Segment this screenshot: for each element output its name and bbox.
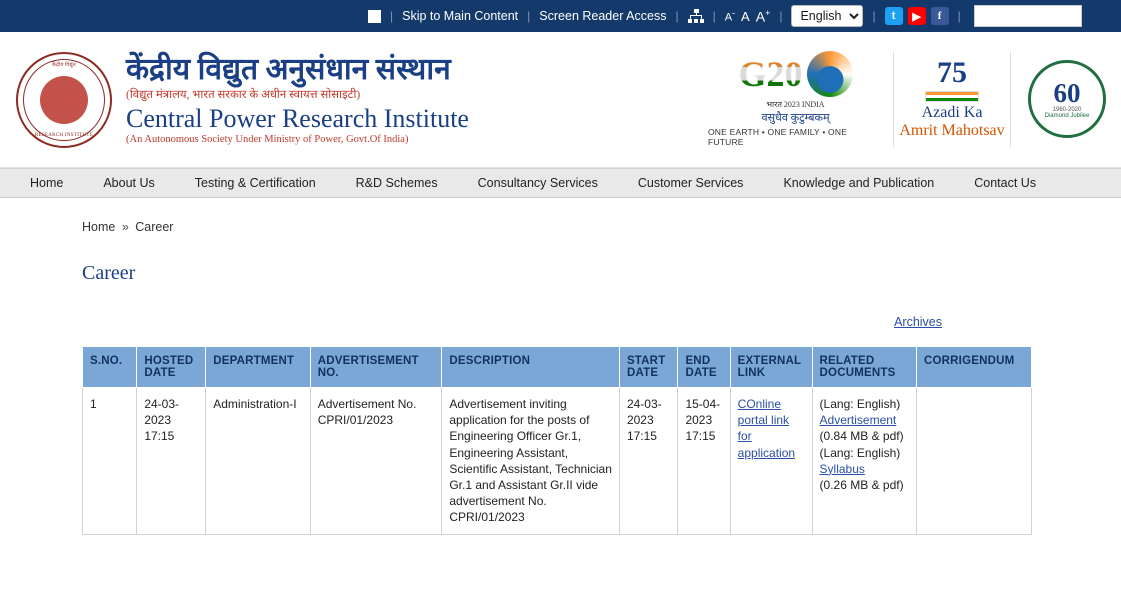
social-links (885, 7, 949, 25)
nav-item-knowledge-publication[interactable]: Knowledge and Publication (783, 176, 935, 190)
nav-item-testing-certification[interactable]: Testing & Certification (194, 176, 316, 190)
table-header-row (83, 347, 1032, 388)
site-header (0, 32, 1121, 168)
diamond-jubilee-logo (1021, 51, 1113, 147)
font-size-decrease-button[interactable]: A- (724, 7, 736, 24)
font-size-controls (725, 9, 771, 24)
nav-item-customer-services[interactable]: Customer Services (637, 176, 744, 190)
separator: | (712, 9, 716, 23)
nav-item-about-us[interactable]: About Us (103, 176, 155, 190)
table-row (83, 388, 1032, 535)
screen-reader-access-link[interactable]: Screen Reader Access (539, 9, 667, 23)
g20-tagline: ONE EARTH • ONE FAMILY • ONE FUTURE (708, 127, 848, 147)
separator: | (390, 9, 394, 23)
site-title-hindi: केंद्रीय विद्युत अनुसंधान संस्थान (126, 53, 451, 87)
cell-sno: 1 (83, 388, 137, 535)
column-header-start-date: START DATE (619, 347, 678, 388)
column-header-hosted-date: HOSTED DATE (137, 347, 206, 388)
font-size-increase-button[interactable]: A+ (755, 7, 771, 25)
advertisement-doc-meta: (0.84 MB & pdf) (819, 429, 904, 444)
jubilee-text: Diamond Jubilee (1044, 112, 1090, 119)
nav-item-home[interactable]: Home (30, 176, 64, 190)
cell-related-documents (812, 388, 916, 535)
site-title-block (126, 54, 469, 145)
column-header-description: DESCRIPTION (442, 347, 620, 388)
g20-lotus-icon (807, 51, 853, 97)
main-navigation (0, 168, 1121, 198)
cell-department: Administration-I (206, 388, 310, 535)
accessibility-toggle-box[interactable] (368, 10, 381, 23)
top-utility-bar (0, 0, 1121, 32)
youtube-icon[interactable]: ▶ (908, 7, 926, 25)
emblem-bottom-text: RESEARCH INSTITUTE (34, 132, 94, 138)
site-subtitle-english: (An Autonomous Society Under Ministry of Power, Govt.Of India) (126, 133, 409, 145)
column-header-external-link: EXTERNAL LINK (730, 347, 812, 388)
nav-item-contact-us[interactable]: Contact Us (974, 176, 1037, 190)
cell-corrigendum (917, 388, 1032, 535)
advertisement-doc-language: (Lang: English) (819, 397, 901, 411)
header-logos (708, 50, 1113, 148)
g20-logo (708, 50, 883, 148)
cell-hosted-date: 24-03-2023 17:15 (137, 388, 206, 535)
separator: | (779, 9, 783, 23)
jubilee-number: 60 (1053, 77, 1081, 108)
page-title: Career (82, 262, 136, 284)
skip-to-main-content-link[interactable]: Skip to Main Content (402, 9, 519, 23)
g20-subtext: भारत 2023 INDIA (766, 100, 825, 109)
azadi-75: 75 (937, 56, 967, 89)
cell-start-date: 24-03-2023 17:15 (619, 388, 678, 535)
emblem-top-text: केंद्रीय विद्युत (51, 62, 77, 68)
azadi-line2: Amrit Mahotsav (899, 122, 1005, 139)
column-header-sno: S.NO. (83, 347, 137, 388)
career-table (82, 346, 1032, 535)
nav-item-consultancy-services[interactable]: Consultancy Services (477, 176, 598, 190)
search-input[interactable] (974, 5, 1082, 27)
cpri-emblem-icon (16, 52, 112, 148)
nav-item-rnd-schemes[interactable]: R&D Schemes (355, 176, 438, 190)
twitter-icon[interactable]: t (885, 7, 903, 25)
online-portal-link[interactable]: COnline portal link for application (737, 397, 796, 460)
breadcrumb (82, 220, 1121, 234)
column-header-corrigendum: CORRIGENDUM (917, 347, 1032, 388)
column-header-related-documents: RELATED DOCUMENTS (812, 347, 916, 388)
syllabus-doc-language: (Lang: English) (819, 445, 901, 460)
column-header-department: DEPARTMENT (206, 347, 310, 388)
azadi-ka-amrit-mahotsav-logo (893, 51, 1011, 147)
syllabus-doc-meta: (0.26 MB & pdf) (819, 477, 904, 492)
cell-external-link (730, 388, 812, 535)
sitemap-icon[interactable] (688, 9, 704, 23)
page-content (0, 198, 1121, 535)
separator: | (675, 9, 679, 23)
breadcrumb-home-link[interactable]: Home (82, 220, 116, 234)
g20-wordmark: G20 (738, 54, 803, 94)
indian-flag-icon (925, 91, 979, 102)
cell-advertisement-no: Advertisement No. CPRI/01/2023 (310, 388, 442, 535)
g20-hindi-motto: वसुधैव कुटुम्बकम् (761, 112, 830, 124)
jubilee-years: 1960-2020 (1052, 106, 1082, 113)
advertisement-document-link[interactable]: Advertisement (819, 413, 897, 428)
archives-row (82, 313, 1032, 331)
syllabus-document-link[interactable]: Syllabus (819, 461, 865, 476)
font-size-normal-button[interactable]: A (741, 9, 750, 25)
breadcrumb-current: Career (135, 220, 174, 234)
cell-end-date: 15-04-2023 17:15 (678, 388, 730, 535)
azadi-line1: Azadi Ka (921, 104, 983, 121)
cell-description: Advertisement inviting application for the posts of Engineering Officer Gr.1, Engineering Assistant, Scientific Assistant, Technician Gr.1 and Assistant Gr.II vide advertisement No. CPRI/01/2023 (442, 388, 620, 535)
language-select[interactable] (791, 5, 863, 27)
separator: | (872, 9, 876, 23)
archives-link[interactable]: Archives (894, 315, 942, 329)
site-title-english: Central Power Research Institute (126, 103, 469, 133)
separator: | (527, 9, 531, 23)
facebook-icon[interactable]: f (931, 7, 949, 25)
site-subtitle-hindi: (विद्युत मंत्रालय, भारत सरकार के अधीन स्वायत्त सोसाइटी) (126, 88, 361, 101)
column-header-advertisement-no: ADVERTISEMENT NO. (310, 347, 442, 388)
separator: | (957, 9, 961, 23)
breadcrumb-separator: » (121, 220, 129, 234)
column-header-end-date: END DATE (678, 347, 730, 388)
